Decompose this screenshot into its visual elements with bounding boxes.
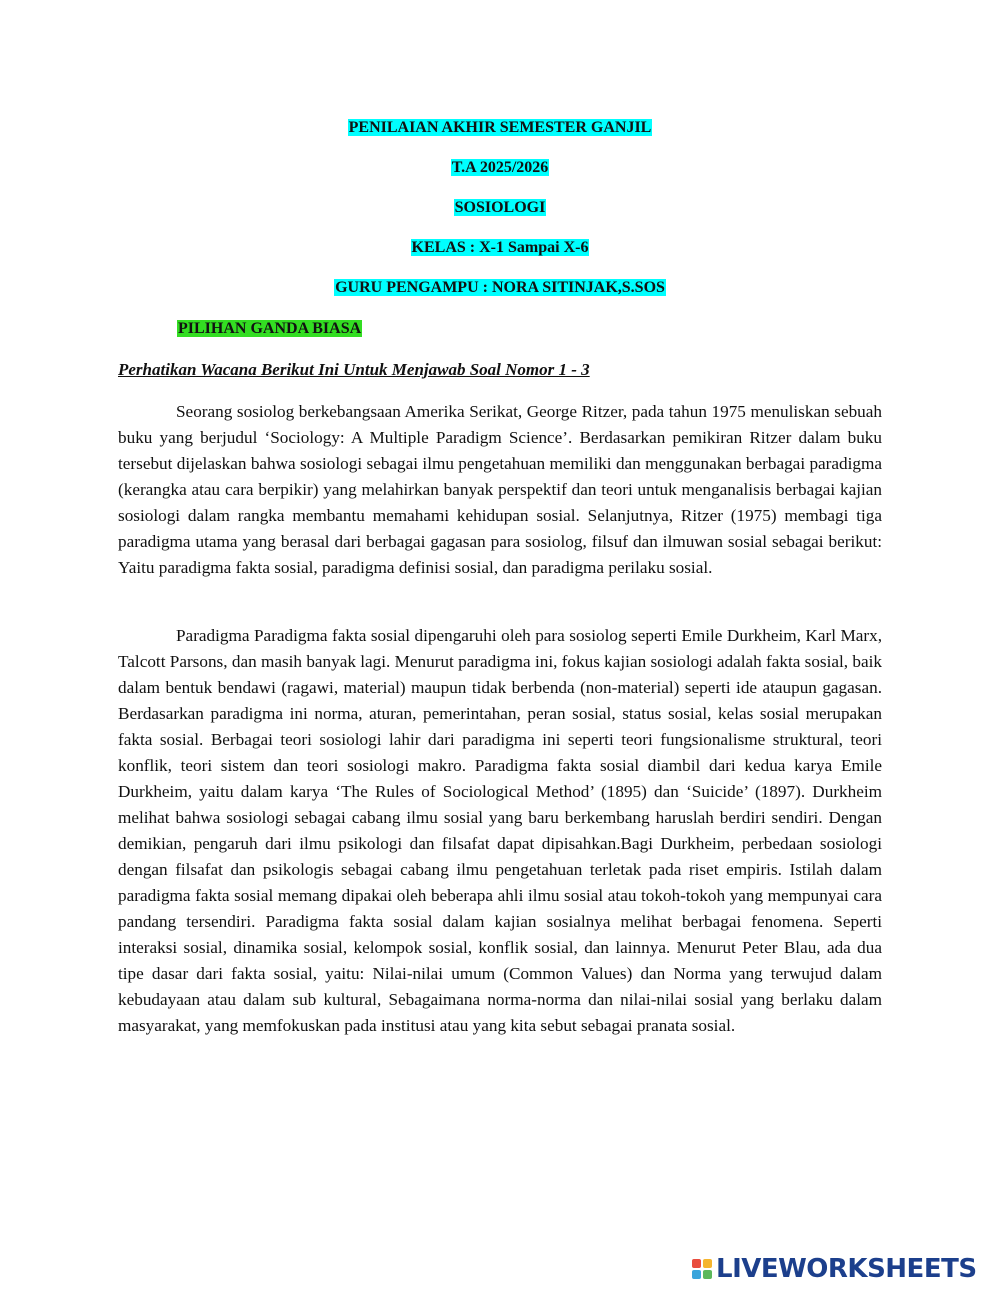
logo-text: LIVEWORKSHEETS: [716, 1254, 977, 1284]
teacher-name: [0, 278, 1000, 298]
subject-text: SOSIOLOGI: [454, 199, 546, 216]
exam-title-text: PENILAIAN AKHIR SEMESTER GANJIL: [348, 119, 652, 136]
liveworksheets-mark-icon: [692, 1259, 712, 1279]
subject: [0, 198, 1000, 218]
logo-square-red: [692, 1259, 701, 1268]
logo-square-yellow: [703, 1259, 712, 1268]
logo-square-green: [703, 1270, 712, 1279]
reading-paragraph-2: Paradigma Paradigma fakta sosial dipengaruhi oleh para sosiolog seperti Emile Durkheim, Karl Marx, Talcott Parsons, dan masih banyak lagi. Menurut paradigma ini, fokus kajian sosiologi adalah fakta sosial, baik dalam bentuk bendawi (ragawi, material) maupun tidak berbenda (non-material) seperti ide ataupun gagasan. Berdasarkan paradigma ini norma, aturan, pemerintahan, peran sosial, status sosial, kelas sosial merupakan fakta sosial. Berbagai teori sosiologi lahir dari paradigma ini seperti teori fungsionalisme struktural, teori konflik, teori sistem dan teori sosiologi makro. Paradigma fakta sosial diambil dari kedua karya Emile Durkheim, yaitu dalam karya ‘The Rules of Sociological Method’ (1895) dan ‘Suicide’ (1897). Durkheim melihat bahwa sosiologi sebagai cabang ilmu sosial yang baru berkembang haruslah berdiri sendiri. Dengan demikian, pengaruh dari ilmu psikologi dan filsafat dapat dipisahkan.Bagi Durkheim, perbedaan sosiologi dengan filsafat dan psikologis sebagai cabang ilmu pengetahuan terletak pada riset empiris. Istilah dalam paradigma fakta sosial memang dipakai oleh beberapa ahli ilmu sosial atau tokoh-tokoh yang mempunyai cara pandang tersendiri. Paradigma fakta sosial dalam kajian sosialnya melihat berbagai fenomena. Seperti interaksi sosial, dinamika sosial, kelompok sosial, konflik sosial, dan lainnya. Menurut Peter Blau, ada dua tipe dasar dari fakta sosial, yaitu: Nilai-nilai umum (Common Values) dan Norma yang terwujud dalam kebudayaan atau dalam sub kultural, Sebagaimana norma-norma dan nilai-nilai sosial yang berlaku dalam masyarakat, yang memfokuskan pada institusi atau yang kita sebut sebagai pranata sosial.: [118, 626, 882, 1035]
liveworksheets-logo: [692, 1254, 977, 1284]
logo-square-blue: [692, 1270, 701, 1279]
section-title: [177, 319, 362, 339]
exam-title: [0, 118, 1000, 138]
reading-paragraph-1: Seorang sosiolog berkebangsaan Amerika Serikat, George Ritzer, pada tahun 1975 menuliskan sebuah buku yang berjudul ‘Sociology: A Multiple Paradigm Science’. Berdasarkan pemikiran Ritzer dalam buku tersebut dijelaskan bahwa sosiologi sebagai ilmu pengetahuan memiliki dan menggunakan berbagai paradigma (kerangka atau cara berpikir) yang melahirkan banyak perspektif dan teori untuk menganalisis berbagai kajian sosiologi dalam rangka membantu memahami kehidupan sosial. Selanjutnya, Ritzer (1975) membagi tiga paradigma utama yang berasal dari berbagai gagasan para sosiolog, filsuf dan ilmuwan sosial sebagai berikut: Yaitu paradigma fakta sosial, paradigma definisi sosial, dan paradigma perilaku sosial.: [118, 402, 882, 577]
academic-year: [0, 158, 1000, 178]
teacher-name-text: GURU PENGAMPU : NORA SITINJAK,S.SOS: [335, 279, 665, 296]
class-range: [0, 238, 1000, 258]
reading-instruction: Perhatikan Wacana Berikut Ini Untuk Menjawab Soal Nomor 1 - 3: [118, 360, 590, 379]
class-range-text: KELAS : X-1 Sampai X-6: [411, 239, 589, 256]
section-title-text: PILIHAN GANDA BIASA: [178, 320, 362, 337]
academic-year-text: T.A 2025/2026: [451, 159, 549, 176]
